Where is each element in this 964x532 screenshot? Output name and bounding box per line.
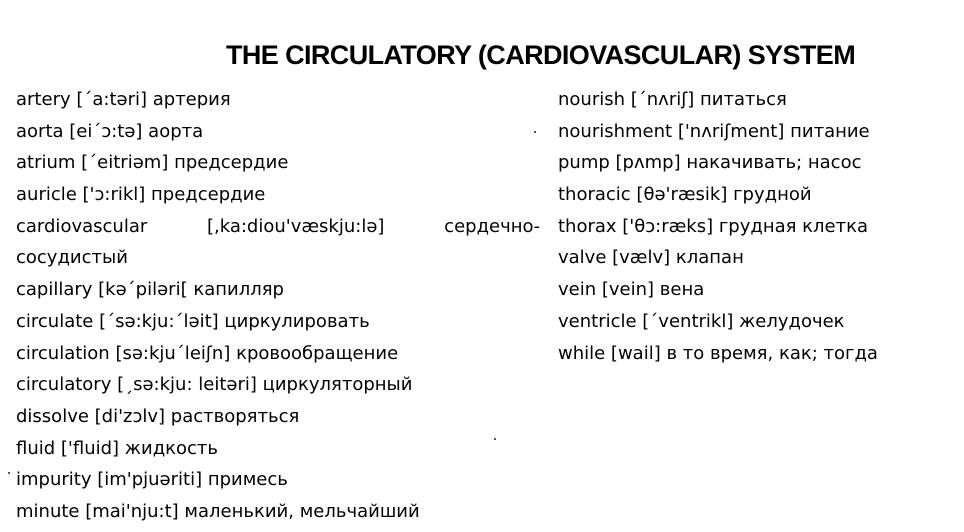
glossary-entry-aorta: aorta [ei´ɔ:tə] аорта xyxy=(16,120,204,142)
glossary-entry-circulatory: circulatory [ˏsə:kju: leitəri] циркуляторный xyxy=(16,374,413,396)
glossary-entry-cardiovascular xyxy=(16,211,540,243)
glossary-entry-circulation: circulation [sə:kju´leiʃn] кровообращение xyxy=(16,342,399,364)
page-title: THE CIRCULATORY (CARDIOVASCULAR) SYSTEM xyxy=(226,40,856,70)
glossary-transcription: [,ka:diou'væskju:lə] xyxy=(206,215,385,237)
glossary-term: cardiovascular xyxy=(16,215,148,237)
glossary-entry-fluid: fluid ['fluid] жидкость xyxy=(16,437,219,459)
glossary-entry-capillary: capillary [kə´piləri[ капилляр xyxy=(16,279,284,301)
glossary-entry-valve: valve [vælv] клапан xyxy=(558,247,744,269)
glossary-column-right xyxy=(558,84,958,369)
glossary-entry-vein: vein [vein] вена xyxy=(558,279,705,301)
glossary-entry-atrium: atrium [´eitriəm] предсердие xyxy=(16,152,289,174)
glossary-entry-thorax: thorax ['θɔ:ræks] грудная клетка xyxy=(558,215,869,237)
glossary-entry-dissolve: dissolve [di'zɔlv] растворяться xyxy=(16,405,300,427)
glossary-translation: сердечно- xyxy=(444,215,540,237)
glossary-entry-ventricle: ventricle [´ventrikl] желудочек xyxy=(558,310,845,332)
glossary-entry-impurity: impurity [im'pjuəriti] примесь xyxy=(16,469,288,491)
glossary-entry-minute: minute [mai'nju:t] маленький, мельчайший xyxy=(16,500,420,522)
glossary-entry-cardiovascular-continued: сосудистый xyxy=(16,247,128,269)
glossary-entry-circulate: circulate [´sə:kju:´ləit] циркулировать xyxy=(16,310,370,332)
scan-speck xyxy=(8,472,10,474)
glossary-entry-nourish: nourish [´nʌriʃ] питаться xyxy=(558,89,787,110)
glossary-entry-auricle: auricle ['ɔ:rikl] предсердие xyxy=(16,184,266,206)
glossary-entry-nourishment: nourishment ['nʌriʃment] питание xyxy=(558,120,870,142)
scan-speck xyxy=(494,438,496,440)
glossary-entry-artery: artery [´a:təri] артерия xyxy=(16,89,231,110)
glossary-entry-thoracic: thoracic [θə'ræsik] грудной xyxy=(558,184,812,206)
glossary-entry-while: while [wail] в то время, как; тогда xyxy=(558,342,878,364)
glossary-column-left xyxy=(16,84,540,528)
scan-speck xyxy=(534,131,536,133)
glossary-entry-pump: pump [pʌmp] накачивать; насос xyxy=(558,152,862,174)
